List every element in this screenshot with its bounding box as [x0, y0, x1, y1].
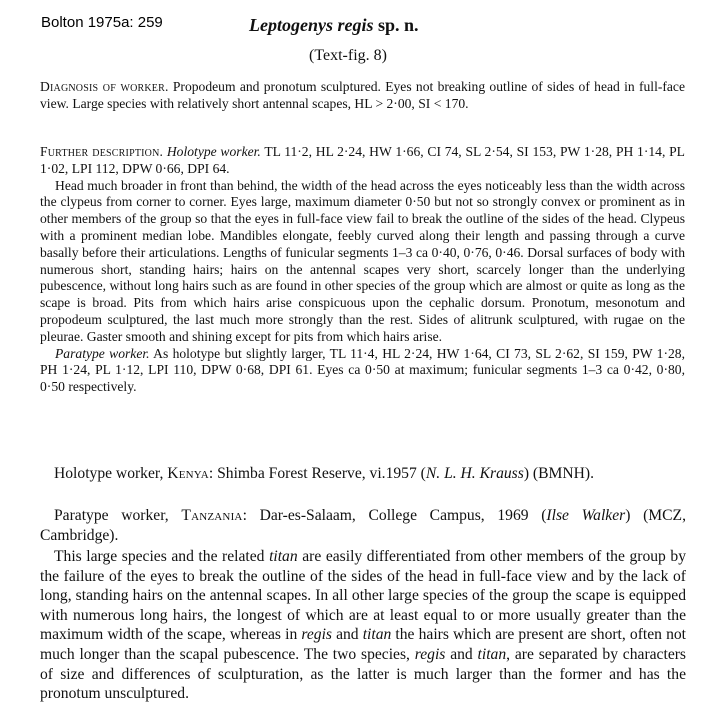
further-description-section — [40, 144, 685, 396]
species-name: Leptogenys regis — [249, 15, 374, 35]
species-regis: regis — [414, 645, 446, 663]
holotype-prefix: Holotype worker, — [54, 465, 168, 482]
diagnosis-heading: Diagnosis of worker. — [40, 79, 169, 94]
comparison-paragraph — [40, 547, 686, 704]
diagnosis-text: Propodeum and pronotum sculptured. Eyes not breaking outline of sides of head in full-face view. Large species with relatively short antennal scapes, HL > 2·00, SI < 170. — [40, 79, 685, 111]
species-status: sp. n. — [377, 15, 419, 35]
further-description-heading: Further description. — [40, 144, 164, 159]
species-title — [249, 14, 419, 36]
holotype-country: Kenya — [167, 465, 209, 482]
holotype-locality: : Shimba Forest Reserve, vi.1957 ( — [208, 465, 426, 482]
citation-reference: Bolton 1975a: 259 — [41, 14, 163, 31]
text-figure-reference: (Text-fig. 8) — [309, 47, 387, 64]
holotype-repository: ) (BMNH). — [523, 465, 594, 482]
paratype-prefix: Paratype worker, — [54, 507, 182, 524]
paratype-country: Tanzania — [181, 507, 243, 524]
comparison-text-3: and — [331, 626, 363, 644]
holotype-material — [40, 464, 686, 484]
diagnosis-section — [40, 79, 685, 113]
holotype-label: Holotype worker. — [166, 144, 261, 159]
comparison-text-2: are easily differentiated from other members of the group by the failure of the eyes to break the outline of the sides of the head in full-face view and by the lack of long, standing hairs on the antennal scapes. In all other large species of the group the scape is equipped with numerous long hairs, the longest of which are at least equal to or more usually greater than the maximum width of the scape, whereas in — [40, 548, 687, 644]
paratype-description: As holotype but slightly larger, TL 11·4, HL 2·24, HW 1·64, CI 73, SL 2·62, SI 159, PW 1·28, PH 1·24, PL 1·12, LPI 110, DPW 0·68, DPI 61. Eyes ca 0·50 at maximum; funicular segments 1–3 ca 0·42, 0·80, 0·50 respectively. — [40, 345, 685, 395]
diagnosis-paragraph — [40, 79, 685, 113]
species-titan: titan — [362, 626, 392, 644]
paratype-material — [40, 506, 686, 546]
holotype-measurements: TL 11·2, HL 2·24, HW 1·66, CI 74, SL 2·54, SI 153, PW 1·28, PH 1·14, PL 1·02, LPI 112, DPW 0·66, DPI 64. — [40, 144, 685, 176]
paratype-description-paragraph — [40, 346, 685, 396]
comparison-text-1: This large species and the related — [54, 548, 270, 565]
species-regis: regis — [301, 626, 332, 644]
comparison-text-6: , are separated by characters of size and differences of sculpturation, as the latter is much larger than the former and has the pronotum unsculptured. — [40, 645, 686, 703]
holotype-collector: N. L. H. Krauss — [425, 465, 524, 482]
species-titan: titan — [477, 645, 507, 663]
paratype-locality: : Dar-es-Salaam, College Campus, 1969 ( — [242, 507, 547, 524]
paratype-collector: Ilse Walker — [546, 507, 626, 524]
comparison-text-5: and — [445, 645, 478, 663]
paratype-repository: ) (MCZ, Cambridge). — [40, 507, 686, 544]
description-body: Head much broader in front than behind, the width of the head across the eyes noticeably less than the width across the clypeus from corner to corner. Eyes large, maximum diameter 0·50 but not so strongly convex or prominent as in other members of the group so that the eyes in full-face view fail to break the outline of the sides of the head. Clypeus with a prominent median lobe. Mandibles elongate, feebly curved along their length and passing through a curve basally before their articulations. Lengths of funicular segments 1–3 ca 0·40, 0·76, 0·46. Dorsal surfaces of body with numerous short, standing hairs; hairs on the antennal scapes very short, scarcely longer than the underlying pubescence, without long hairs such as are found in other species of the group which are almost or quite as long as the scape is broad. Pits from which hairs arise conspicuous upon the cephalic dorsum. Pronotum, mesonotum and propodeum sculptured, the last much more strongly than the rest. Sides of alitrunk sculptured, with rugae on the pleurae. Gaster smooth and shining except for pits from which hairs arise. — [40, 177, 685, 344]
species-titan: titan — [269, 548, 298, 565]
paratype-label: Paratype worker. — [55, 345, 150, 361]
holotype-measurements-paragraph — [40, 144, 685, 178]
comparison-text-4: the hairs which are present are short, often not much longer than the scapal pubescence. The two species, — [40, 626, 686, 663]
